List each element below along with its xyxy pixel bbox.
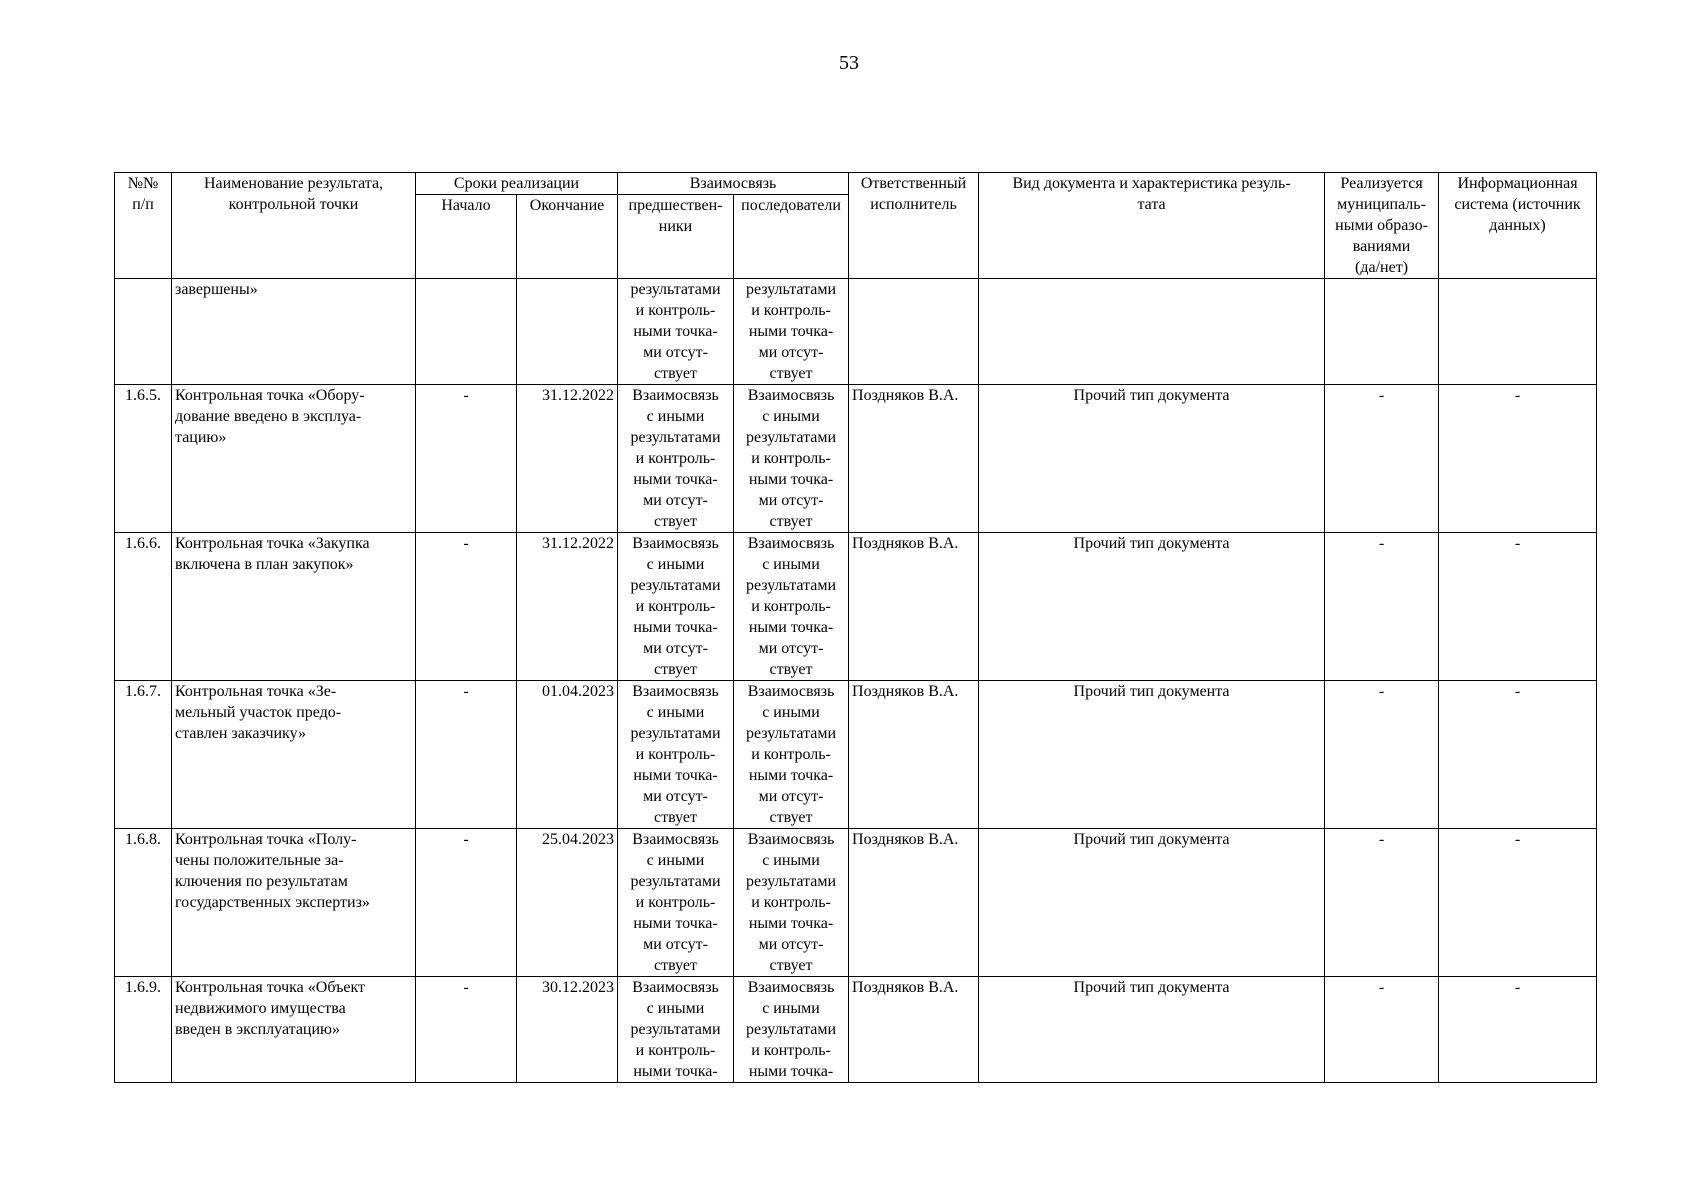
header-info-system: Информационная система (источник данных) [1439,173,1597,279]
row-doc-type [979,279,1325,385]
header-row [115,173,1597,195]
row-name: Контрольная точка «Обору- дование введено в эксплуа- тацию» [172,385,416,533]
header-terms: Сроки реализации [416,173,618,195]
row-info-system: - [1439,681,1597,829]
row-predecessors: Взаимосвязь с иными результатами и контроль- ными точка- [618,977,734,1083]
row-start [416,279,517,385]
row-info-system: - [1439,977,1597,1083]
row-info-system: - [1439,533,1597,681]
header-num: №№ п/п [115,173,172,279]
row-municipal: - [1325,681,1439,829]
row-predecessors: Взаимосвязь с иными результатами и контроль- ными точка- ми отсут- ствует [618,533,734,681]
table-row [115,385,1597,533]
header-successors: последователи [734,195,849,279]
row-num: 1.6.5. [115,385,172,533]
row-name: завершены» [172,279,416,385]
row-predecessors: Взаимосвязь с иными результатами и контроль- ными точка- ми отсут- ствует [618,385,734,533]
row-responsible: Поздняков В.А. [849,829,979,977]
row-end: 25.04.2023 [517,829,618,977]
row-start: - [416,977,517,1083]
row-responsible: Поздняков В.А. [849,977,979,1083]
row-num: 1.6.8. [115,829,172,977]
row-responsible [849,279,979,385]
header-start: Начало [416,195,517,279]
row-end: 01.04.2023 [517,681,618,829]
row-responsible: Поздняков В.А. [849,385,979,533]
row-predecessors: Взаимосвязь с иными результатами и контроль- ными точка- ми отсут- ствует [618,829,734,977]
row-successors: Взаимосвязь с иными результатами и контроль- ными точка- ми отсут- ствует [734,829,849,977]
table-row [115,681,1597,829]
row-successors: Взаимосвязь с иными результатами и контроль- ными точка- ми отсут- ствует [734,681,849,829]
row-start: - [416,681,517,829]
row-municipal: - [1325,977,1439,1083]
header-predecessors: предшествен- ники [618,195,734,279]
row-start: - [416,829,517,977]
row-successors: Взаимосвязь с иными результатами и контроль- ными точка- ми отсут- ствует [734,533,849,681]
row-name: Контрольная точка «Зе- мельный участок предо- ставлен заказчику» [172,681,416,829]
row-name: Контрольная точка «Закупка включена в план закупок» [172,533,416,681]
header-end: Окончание [517,195,618,279]
row-end: 30.12.2023 [517,977,618,1083]
row-info-system: - [1439,385,1597,533]
header-relation: Взаимосвязь [618,173,849,195]
page-number: 53 [839,52,859,74]
row-municipal [1325,279,1439,385]
row-end [517,279,618,385]
row-num [115,279,172,385]
row-municipal: - [1325,385,1439,533]
row-start: - [416,533,517,681]
row-responsible: Поздняков В.А. [849,533,979,681]
row-successors: результатами и контроль- ными точка- ми отсут- ствует [734,279,849,385]
row-doc-type: Прочий тип документа [979,681,1325,829]
row-name: Контрольная точка «Объект недвижимого имущества введен в эксплуатацию» [172,977,416,1083]
row-municipal: - [1325,829,1439,977]
row-doc-type: Прочий тип документа [979,977,1325,1083]
header-doc-type: Вид документа и характеристика резуль- тата [979,173,1325,279]
row-num: 1.6.7. [115,681,172,829]
row-start: - [416,385,517,533]
table-row [115,829,1597,977]
row-doc-type: Прочий тип документа [979,533,1325,681]
row-municipal: - [1325,533,1439,681]
table-row [115,977,1597,1083]
row-name: Контрольная точка «Полу- чены положительные за- ключения по результатам государственных экспертиз» [172,829,416,977]
header-municipal: Реализуется муниципаль- ными образо- ваниями (да/нет) [1325,173,1439,279]
row-doc-type: Прочий тип документа [979,829,1325,977]
table-row [115,279,1597,385]
results-table [114,172,1597,1083]
row-num: 1.6.6. [115,533,172,681]
row-end: 31.12.2022 [517,533,618,681]
row-num: 1.6.9. [115,977,172,1083]
row-info-system: - [1439,829,1597,977]
header-responsible: Ответственный исполнитель [849,173,979,279]
row-successors: Взаимосвязь с иными результатами и контроль- ными точка- ми отсут- ствует [734,385,849,533]
row-info-system [1439,279,1597,385]
header-name: Наименование результата, контрольной точки [172,173,416,279]
row-doc-type: Прочий тип документа [979,385,1325,533]
row-predecessors: Взаимосвязь с иными результатами и контроль- ными точка- ми отсут- ствует [618,681,734,829]
row-end: 31.12.2022 [517,385,618,533]
row-predecessors: результатами и контроль- ными точка- ми отсут- ствует [618,279,734,385]
table-row [115,533,1597,681]
row-responsible: Поздняков В.А. [849,681,979,829]
row-successors: Взаимосвязь с иными результатами и контроль- ными точка- [734,977,849,1083]
